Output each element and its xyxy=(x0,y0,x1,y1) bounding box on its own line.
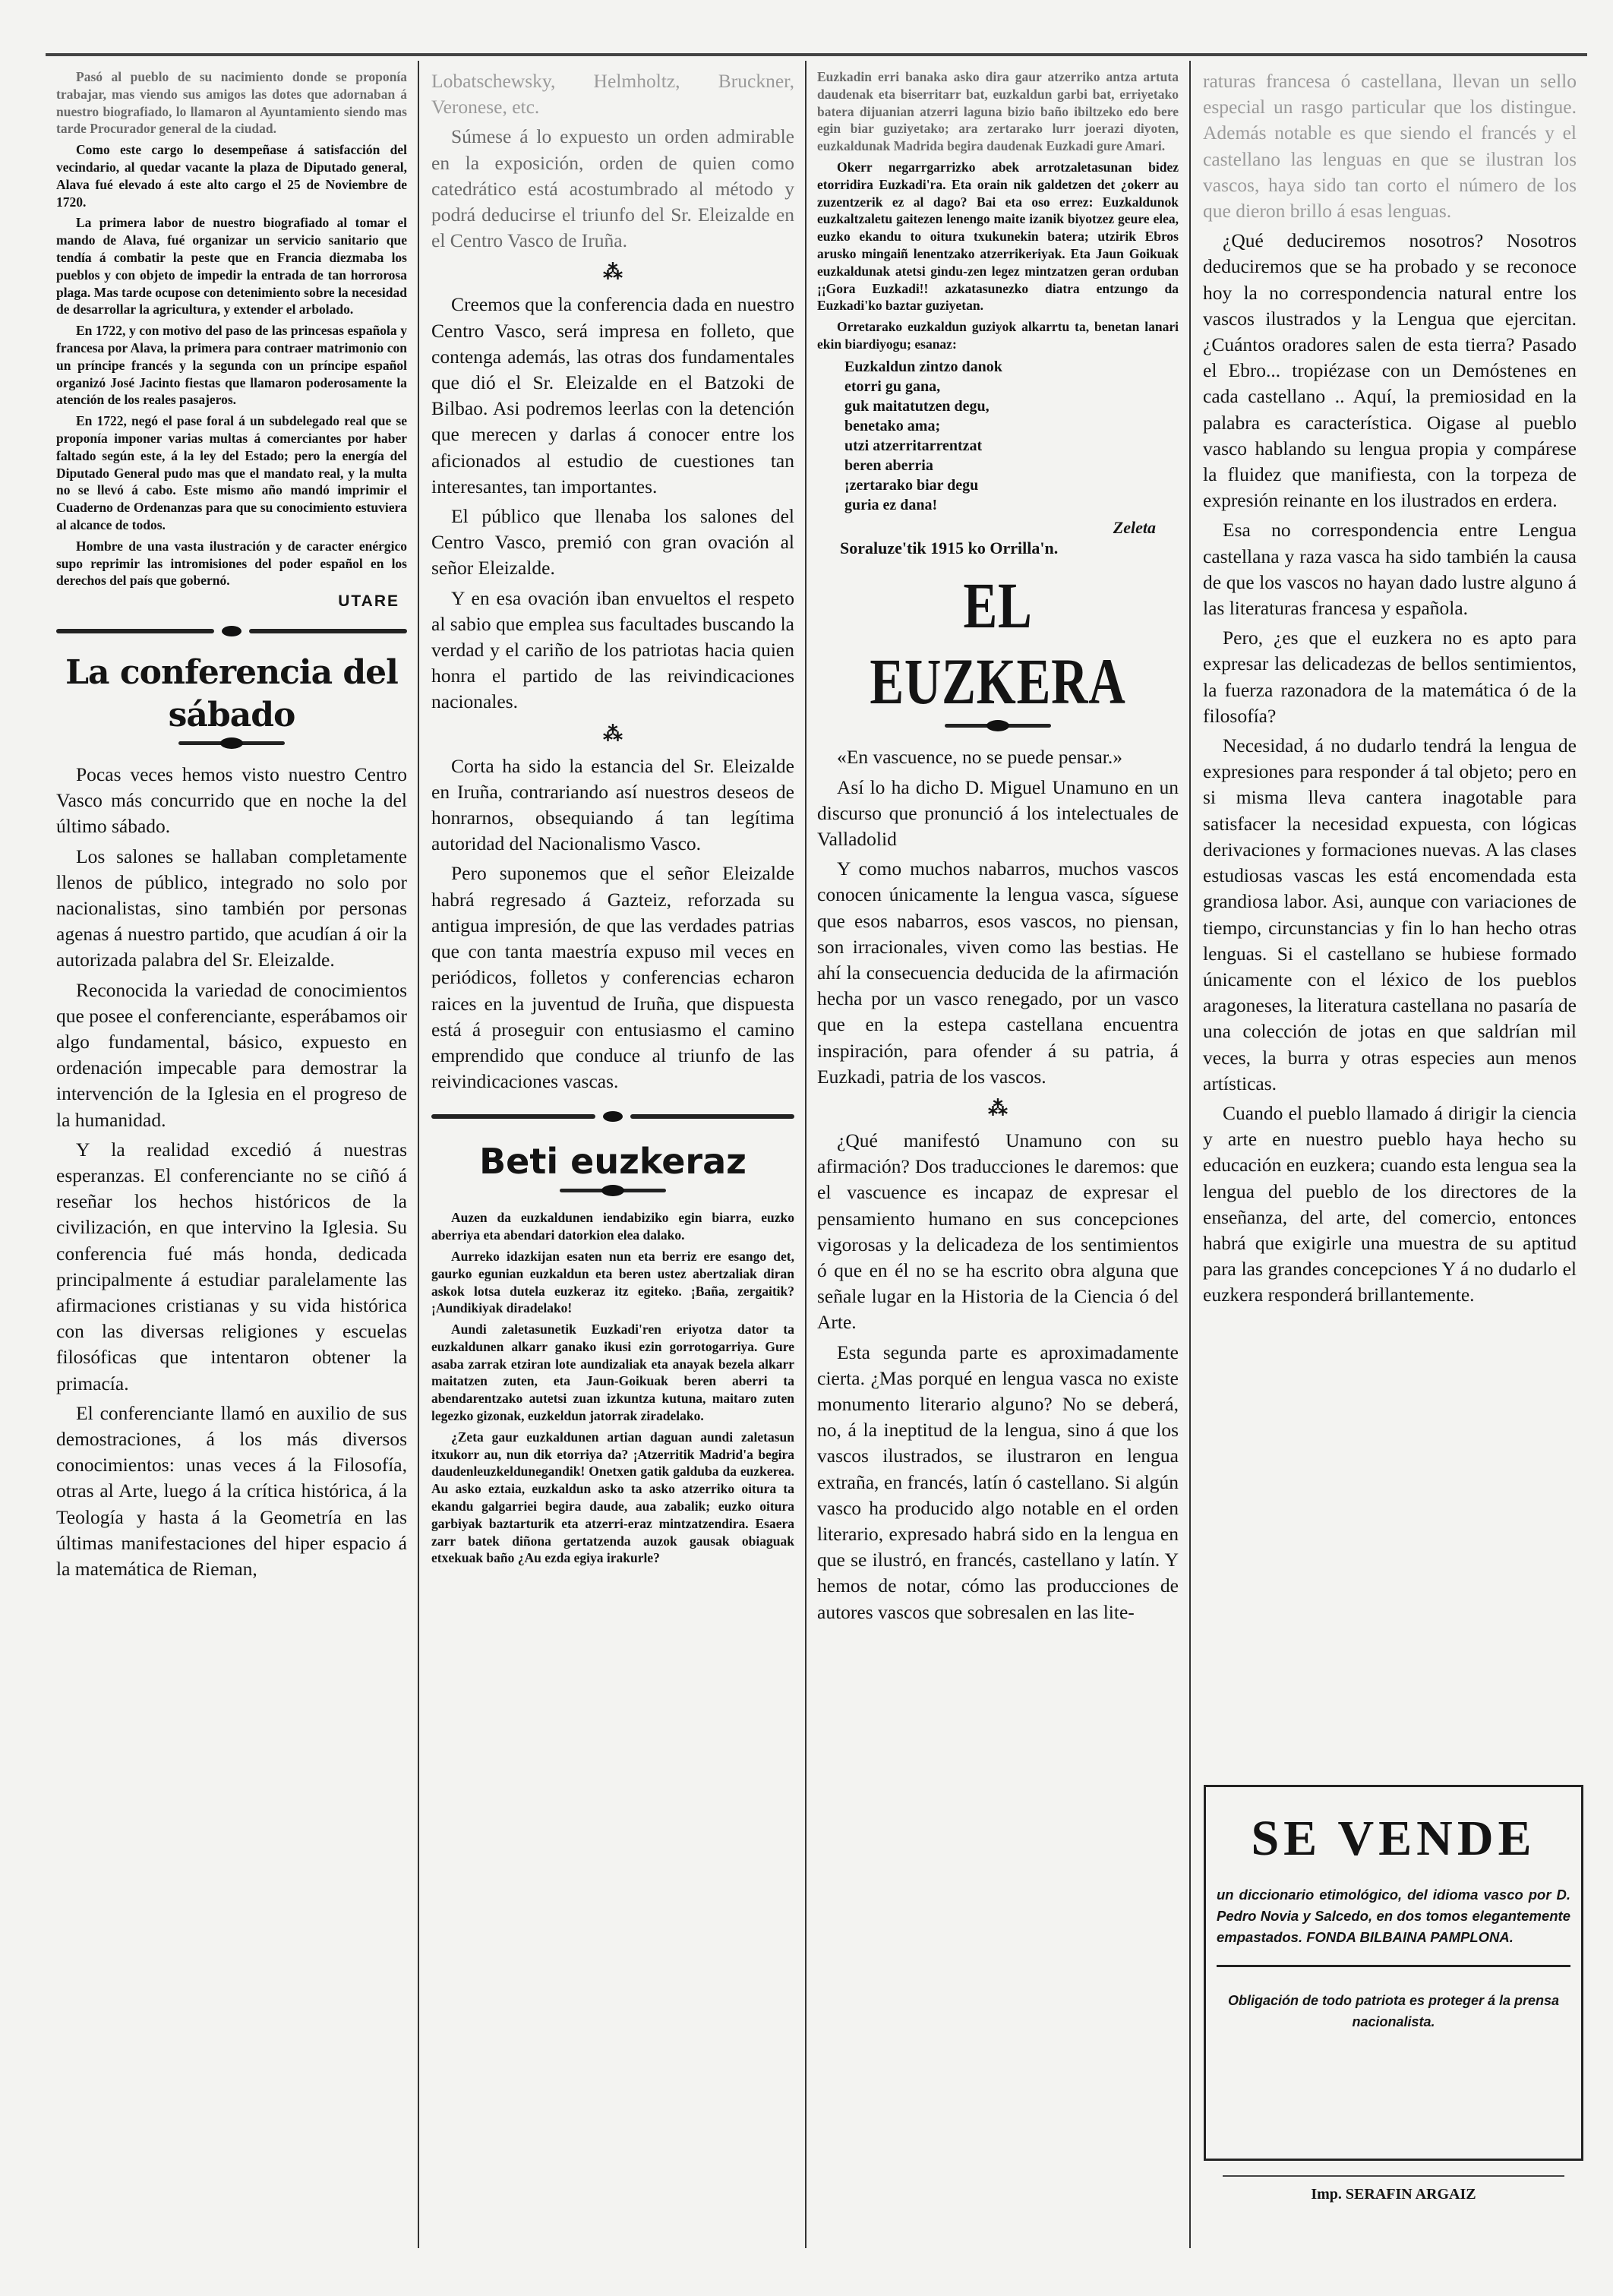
paragraph: Hombre de una vasta ilustración y de caracter enérgico supo reprimir las intromisiones del poder español en los derechos del país que gobernó. xyxy=(56,538,407,589)
paragraph: raturas francesa ó castellana, llevan un sello especial un rasgo particular que los distingue. Además notable es que siendo el francés y el castellano las lenguas en que se ilustran los vascos, haya sido tan corto el número de los que dieron brillo á esas lenguas. xyxy=(1203,70,1577,223)
column-4 xyxy=(1194,68,1586,1770)
paragraph: La primera labor de nuestro biografiado al tomar el mando de Alava, fué organizar un servicio sanitario que tendía á combatir la peste que en Francia diezmaba los pueblos y con objeto de impedir la entrada de tan horrorosa plaga. Mas tarde ocupose con detenimiento sobre la necesidad de desarrollar la agricultura, y extender el arbolado. xyxy=(56,215,407,317)
paragraph: Y como muchos nabarros, muchos vascos conocen únicamente la lengua vasca, síguese que esos nabarros, esos vascos, no piensan, son irracionales, viven como las bestias. He ahí la consecuencia deducida de la afirmación hecha por un vasco renegado, por un vasco que en la estepa castellana encuentra inspiración, para ofender á su patria, á Euzkadi, patria de los vascos. xyxy=(817,857,1179,1088)
headline-beti-euzkeraz: Beti euzkeraz xyxy=(479,1141,747,1183)
beti-euzkeraz-article xyxy=(431,1209,794,1567)
poem-line: beren aberria xyxy=(844,456,933,474)
top-rule xyxy=(46,53,1587,56)
paragraph: «En vascuence, no se puede pensar.» xyxy=(837,746,1122,769)
poem-line: etorri gu gana, xyxy=(844,377,941,395)
paragraph: Auzen da euzkaldunen iendabiziko egin biarra, euzko aberriya eta abendari datorkion elea dalako. xyxy=(431,1210,794,1243)
author-signature: Zeleta xyxy=(1113,517,1156,537)
headline-el-euzkera: EL EUZKERA xyxy=(870,569,1126,718)
column-1 xyxy=(47,68,416,2271)
paragraph: Y la realidad excedió á nuestras esperanzas. El conferenciante no se ciñó á reseñar los hechos históricos de la civilización, en que intervino la Iglesia. Su conferencia fué más honda, dedicada principalmente á estudiar paralelamente las afirmaciones cristianas y su vida histórica con las diversas religiones y escuelas filosóficas que intentaron obtener la primacía. xyxy=(56,1138,407,1394)
poem-line: benetako ama; xyxy=(844,417,941,434)
ornament-short xyxy=(431,1189,794,1192)
dateline: Soraluze'tik 1915 ko Orrilla'n. xyxy=(840,538,1059,557)
poem-line: utzi atzerritarrentzat xyxy=(844,437,983,454)
asterism: ⁂ xyxy=(988,1097,1008,1120)
ornament-divider xyxy=(431,1104,794,1129)
paragraph: Así lo ha dicho D. Miguel Unamuno en un discurso que pronunció á los intelectuales de Valladolid xyxy=(817,775,1179,850)
paragraph: ¿Qué manifestó Unamuno con su afirmación? Dos traducciones le daremos: que el vascuence es incapaz de expresar el pensamiento humano en sus concepciones vigorosas y la delicadeza de los sentimientos ó que en él no se ha escrito obra alguna que señale lugar en la Historia de la Ciencia ó del Arte. xyxy=(817,1129,1179,1334)
paragraph: ¿Zeta gaur euzkaldunen artian daguan aundi zaletasun itxukorr au, nun dik etorriya da? ¡Atzerritik Madrid'a begira daudenleuzkeldunegandik! Onetxen gatik galduba da euzkerea. Au asko eztaia, euzkaldun asko ta asko atzerriko oitura ta ekandu galgarriei begira daude, aua zabalik; euzko oitura garbiyak baztarturik eta atzerri-eraz mintzatzendira. Esaera zarr batek diñona gertatzenda auzok gausak obiaguak etxekuak baño ¿Au ezda egiya irakurle? xyxy=(431,1429,794,1566)
poem-line: Euzkaldun zintzo danok xyxy=(844,358,1002,375)
paragraph: Los salones se hallaban completamente llenos de público, integrado no solo por nacionalistas, sino también por personas agenas á nuestro partido, que acudían á oir la autorizada palabra del Sr. Eleizalde. xyxy=(56,845,407,971)
paragraph: Okerr negarrgarrizko abek arrotzaletasunan bidez etorridira Euzkadi'ra. Eta orain nik galdetzen det ¿okerr au zuzentzerik ez al dago? Bai eta oso errez: Euzkaldunok euzkaltzaletu gaitezen lenengo maite izanik biyotzez geure elea, euzko ekandu to oitura txukunekin batera; utzirik Ebros arusko mingaiñ lenentzako atzerrikeriyak. Eta Jaun Goikuak euzkaldunak atetsi gindu-zen legez mintzatzen geran orduban ¡¡Gora Euzkadi!! azkatasunezko diatra entzungo da Euzkadi'ko baztar guziyetan. xyxy=(817,159,1179,314)
ad-divider xyxy=(1217,1965,1570,1967)
paragraph: Cuando el pueblo llamado á dirigir la ciencia y arte en nuestro pueblo haya hecho su educación en euzkera; cuando esta lengua sea la lengua del pueblo de los directores de la enseñanza, del arte, del comercio, entonces habrá que exigirle una muestra de su aptitud para las grandes concepciones Y á no dudarlo el euzkera responderá brillantemente. xyxy=(1203,1101,1577,1306)
imprint-rule xyxy=(1223,2175,1564,2177)
ornament-short xyxy=(56,741,407,745)
paragraph: Pero suponemos que el señor Eleizalde habrá regresado á Gazteiz, reforzada su antigua impresión, de que las verdades patrias que con tanta maestría expuso mil veces en periódicos, folletos y conferencias echaron raices en la juventud de Iruña, que dispuesta está á proseguir con entusiasmo el camino emprendido que conduce al triunfo de las reivindicaciones vascas. xyxy=(431,862,794,1093)
paragraph: Pasó al pueblo de su nacimiento donde se proponía trabajar, mas viendo sus amigos las dotes que adornaban á nuestro biografiado, lo llamaron al Ayuntamiento siendo mas tarde Procurador general de la ciudad. xyxy=(56,69,407,137)
author-signature: UTARE xyxy=(338,592,399,611)
paragraph: Y en esa ovación iban envueltos el respeto al sabio que emplea sus facultades buscando la verdad y el cariño de los patriotas hacia quien honra el partido de las reivindicaciones nacionales. xyxy=(431,586,794,713)
poem-line: guria ez dana! xyxy=(844,496,938,513)
paragraph: Esta segunda parte es aproximadamente cierta. ¿Mas porqué en lengua vasca no existe monumento literario alguno? No se deberá, no, á la ineptitud de la lengua, sino á que los vascos ilustrados, se ilustraron en lengua extraña, en francés, latín ó castellano. Si algún vasco ha producido algo notable en el orden literario, expresado habrá sido en la lengua en que se ilustró, en francés, castellano y latín. Y hemos de notar, cómo las producciones de autores vascos que sobresalen en las lite- xyxy=(817,1341,1179,1623)
paragraph: Pocas veces hemos visto nuestro Centro Vasco más concurrido que en noche la del último sábado. xyxy=(56,763,407,838)
asterism: ⁂ xyxy=(603,722,623,745)
paragraph: Creemos que la conferencia dada en nuestro Centro Vasco, será impresa en folleto, que contenga además, las otras dos fundamentales que dió el Sr. Eleizalde en el Batzoki de Bilbao. Asi podremos leerlas con la detención que merecen y darlas á conocer entre los aficionados al estudio de cuestiones tan interesantes, tan importantes. xyxy=(431,293,794,497)
asterism: ⁂ xyxy=(603,261,623,284)
paragraph: Como este cargo lo desempeñase á satisfacción del vecindario, al quedar vacante la plaza de Diputado general, Alava fué elevado á este alto cargo el 25 de Noviembre de 1720. xyxy=(56,142,407,210)
printer-imprint: Imp. SERAFIN ARGAIZ xyxy=(1311,2186,1476,2203)
paragraph: Necesidad, á no dudarlo tendrá la lengua de expresiones para responder á tal objeto; pero en si misma lleva cantera inagotable para satisfacer la necesidad expuesta, con lógicas derivaciones y formaciones nuevas. A las clases estudiosas vascas les está encomendada esta grandiosa labor. Asi, aunque con variaciones de tiempo, circunstancias y fin lo han hecho otras lenguas. Si el castellano se hubiese formado únicamente con el léxico de los pueblos aragoneses, la literatura castellana no pasaría de una colección de jotas en que saldrían mil veces, la burra y otras especies aun menos artísticas. xyxy=(1203,734,1577,1094)
paragraph: Aurreko idazkijan esaten nun eta berriz ere esango det, gaurko egunian euzkaldun eta beren ustez abertzaliak diran askok lotsa dutela euzkeraz itz egiteko. ¡Baña, zergaitik? ¡Aundikiyak diradelako! xyxy=(431,1248,794,1316)
paragraph: Corta ha sido la estancia del Sr. Eleizalde en Iruña, contrariando así nuestros deseos de honrarnos, obsequiando á tan legítima autoridad del Nacionalismo Vasco. xyxy=(431,754,794,855)
el-euzkera-article xyxy=(817,744,1179,1625)
ad-footer: Obligación de todo patriota es proteger á la prensa nacionalista. xyxy=(1227,1993,1560,2029)
euzkadi-article xyxy=(817,68,1179,557)
advertisement-box xyxy=(1204,1785,1583,2161)
ornament-short xyxy=(817,724,1179,728)
biography-article xyxy=(56,68,407,611)
paragraph: Esa no correspondencia entre Lengua castellana y raza vasca ha sido también la causa de que los vascos no hayan dado lustre alguno á las literaturas francesa y española. xyxy=(1203,519,1577,620)
paragraph: Pero, ¿es que el euzkera no es apto para expresar las delicadezas de bellos sentimientos, la fuerza razonadora de la matemática ó de la filosofía? xyxy=(1203,627,1577,727)
poem xyxy=(844,357,1179,515)
ad-body: un diccionario etimológico, del idioma vasco por D. Pedro Novia y Salcedo, en dos tomos elegantemente empastados. FONDA BILBAINA PAMPLONA. xyxy=(1217,1887,1570,1945)
conferencia-article xyxy=(56,762,407,1582)
headline-conferencia: La conferencia del sábado xyxy=(65,652,398,734)
paragraph: Lobatschewsky, Helmholtz, Bruckner, Veronese, etc. xyxy=(431,70,794,118)
poem-line: guk maitatutzen degu, xyxy=(844,397,990,415)
ad-title: SE VENDE xyxy=(1251,1811,1536,1866)
paragraph: ¿Qué deduciremos nosotros? Nosotros deduciremos que se ha probado y se reconoce hoy la no correspondencia natural entre los vascos ilustrados y la Lengua que ejercitan. ¿Cuántos oradores salen de esta tierra? Pasado el Ebro... tropiézase con un Demóstenes en cada castellano .. Aquí, la premiosidad en la palabra es característica. Oigase al pueblo vasco hablando su lengua propia y compárese la fluidez que manifiesta, con la torpeza de expresión reinante en los ilustrados en erdera. xyxy=(1203,229,1577,512)
column-2 xyxy=(422,68,803,2271)
paragraph: Euzkadin erri banaka asko dira gaur atzerriko antza artuta daudenak eta biserritarr bat, euzkaldun garbi bat, erriyetako batera dijuanian atzerri laguna bizio baño ibiltzeko edo bere egin biar guziyetako; ara zertarako lurr joerazi diyoten, euzkaldunak Madrida begira daudenak Euzkadi gure Amari. xyxy=(817,69,1179,154)
column-rule xyxy=(805,61,806,2248)
paragraph: En 1722, y con motivo del paso de las princesas española y francesa por Alava, la primera para contraer matrimonio con un príncipe francés y la segunda con un príncipe español organizó José Jacinto fiestas que llamaron poderosamente la atención de los reales pasajeros. xyxy=(56,323,407,408)
poem-line: ¡zertarako biar degu xyxy=(844,476,979,494)
paragraph: Aundi zaletasunetik Euzkadi'ren eriyotza dator ta euzkaldunen alkarr ganako ikusi ezin gorrotogarriya. Gure asaba zarrak etziran lote aundizaliak eta anayak bezela alkarr maitatzen zuten, eta Jaun-Goikuak beren aberri ta abendarentzako autetsi zuan izkuntza kutuna, maitaro zuten legezko gizonak, euzkeldun jatorrak ziradelako. xyxy=(431,1322,794,1424)
paragraph: Orretarako euzkaldun guziyok alkarrtu ta, benetan lanari ekin biardiyogu; esanaz: xyxy=(817,319,1179,352)
paragraph: El público que llenaba los salones del Centro Vasco, premió con gran ovación al señor Eleizalde. xyxy=(431,505,794,580)
column-3 xyxy=(808,68,1188,2271)
column-rule xyxy=(1189,61,1191,2248)
paragraph: Reconocida la variedad de conocimientos que posee el conferenciante, esperábamos oir algo fundamental, básico, expuesto en ordenación impecable para demostrar la intervención de la Iglesia en el progreso de la humanidad. xyxy=(56,978,407,1131)
paragraph: En 1722, negó el pase foral á un subdelegado real que se proponía imponer varias multas á comerciantes por haber faltado según este, á la ley del Estado; pero la energía del Diputado General pudo mas que el mandato real, y la multa no se llevó á cabo. Este mismo año mandó imprimir el Cuaderno de Ordenanzas para que su conocimiento estuviera al alcance de todos. xyxy=(56,413,407,532)
ornament-divider xyxy=(56,618,407,644)
paragraph: El conferenciante llamó en auxilio de sus demostraciones, á los más diversos conocimientos: unas veces á la Filosofía, otras al Arte, luego á la crítica histórica, á la Teología y hasta á la Geometría en las últimas manifestaciones del hiper espacio á la matemática de Rieman, xyxy=(56,1401,407,1580)
el-euzkera-continued xyxy=(1203,68,1577,1309)
column-rule xyxy=(418,61,419,2248)
paragraph: Súmese á lo expuesto un orden admirable en la exposición, orden de quien como catedrático está acostumbrado al método y podrá deducirse el triunfo del Sr. Eleizalde en el Centro Vasco de Iruña. xyxy=(431,125,794,252)
conferencia-continued xyxy=(431,68,794,1094)
